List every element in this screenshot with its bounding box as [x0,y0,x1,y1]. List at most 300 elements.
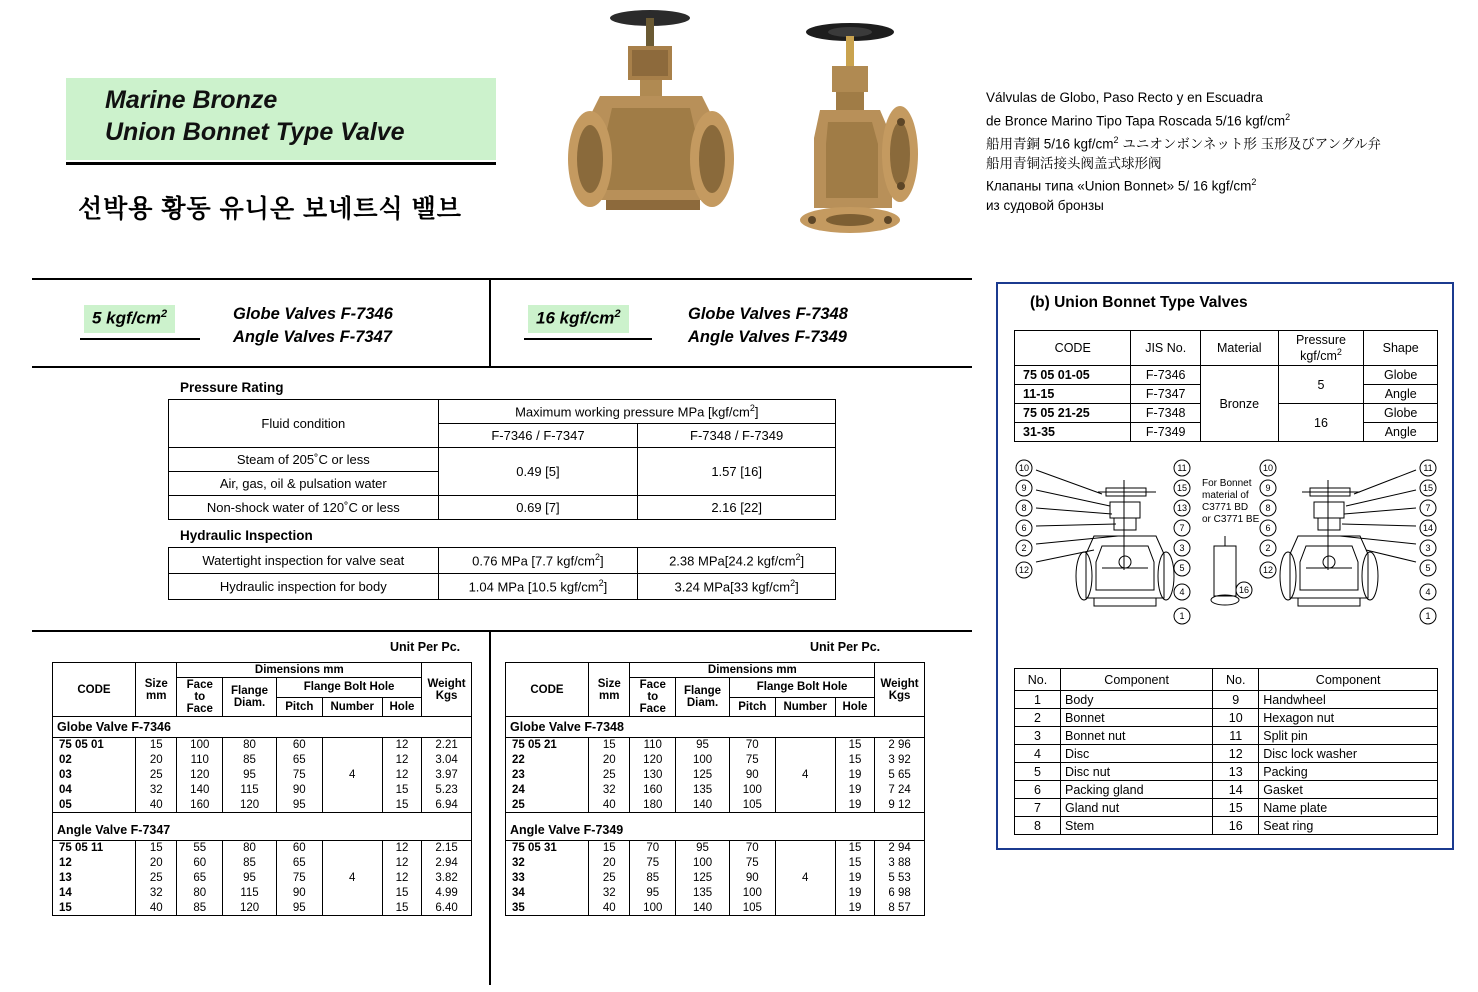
dim-r-a-r4-code: 35 [506,901,589,916]
svg-text:5: 5 [1179,563,1185,573]
hy-row-0-label: Watertight inspection for valve seat [169,548,439,574]
table-row [169,496,836,520]
dim-l-h-weight1: Weight [427,677,466,690]
ct-r1-shape: Angle [1364,385,1438,404]
hy-row-1-left-end: ] [603,579,608,595]
dim-r-h-hole: Hole [835,697,874,717]
svg-text:16: 16 [1238,585,1250,595]
hy-row-0-right-end: ] [800,553,805,569]
dim-r-a-r3-pitch: 100 [730,886,776,901]
hy-row-1-right [638,574,836,600]
table-row [1015,709,1438,727]
desc-zh: 船用青铜活接头阀盖式球形阀 [986,155,1162,171]
dim-l-g-r1-face: 110 [177,753,223,768]
dim-l-g-r2-weight: 3.97 [422,768,472,783]
table-row [506,798,925,813]
dim-l-h-dimensions: Dimensions mm [177,663,422,678]
dim-l-g-r4-pitch: 95 [277,798,323,813]
dim-r-g-r1-weight: 3 92 [875,753,925,768]
pr-header-max-sup: 2 [749,403,755,414]
dim-r-h-face3: Face [639,703,666,715]
pr-row-2-right: 2.16 [22] [638,496,836,520]
dim-l-h-hole: Hole [382,697,421,717]
dim-l-a-r0-hole: 12 [382,841,421,856]
dim-r-g-r4-pitch: 105 [730,798,776,813]
pressure-chip-5-sup: 2 [160,308,168,320]
dim-l-a-r1-code: 12 [53,856,136,871]
table-row [506,717,925,738]
dim-r-a-r0-code: 75 05 31 [506,841,589,856]
svg-text:3: 3 [1425,543,1431,553]
pressure-rating-section [168,380,836,600]
hy-row-1-right-end: ] [795,579,799,595]
dimension-table-right [505,662,925,916]
dim-r-a-r2-flange: 125 [676,871,730,886]
table-row [1015,691,1438,709]
dim-l-g-r4-flange: 120 [223,798,277,813]
cutaway-globe [1076,480,1174,606]
dim-r-a-r1-weight: 3 88 [875,856,925,871]
dim-l-a-r3-face: 80 [177,886,223,901]
cp-r7-name: Seat ring [1259,817,1438,835]
table-row [506,901,925,916]
table-row [53,813,472,841]
table-row [506,856,925,871]
dim-r-a-r0-weight: 2 94 [875,841,925,856]
ct-r0-code: 75 05 01-05 [1015,366,1131,385]
table-row [506,663,925,678]
table-row [53,783,472,798]
pr-row-0-left: 0.49 [5] [438,448,638,496]
ct-material: Bronze [1200,366,1278,442]
pr-row-2-left: 0.69 [7] [438,496,638,520]
dim-l-a-r3-size: 32 [135,886,176,901]
cp-l6-name: Gland nut [1061,799,1213,817]
table-row [1015,817,1438,835]
cp-r1-no: 10 [1213,709,1259,727]
cp-r6-name: Name plate [1259,799,1438,817]
cp-l2-name: Bonnet nut [1061,727,1213,745]
desc-es-line2-sup: 2 [1285,111,1291,122]
dim-r-g-r1-hole: 15 [835,753,874,768]
dim-r-g-r3-code: 24 [506,783,589,798]
dim-r-a-r4-weight: 8 57 [875,901,925,916]
cp-l7-no: 8 [1015,817,1061,835]
dim-r-g-r3-hole: 19 [835,783,874,798]
dim-r-a-r4-flange: 140 [676,901,730,916]
cp-h-component-left: Component [1061,669,1213,691]
svg-text:4: 4 [1425,587,1431,597]
bonnet-note-line-1: For Bonnet [1202,478,1252,489]
dim-l-a-r0-face: 55 [177,841,223,856]
dim-l-a-r3-hole: 15 [382,886,421,901]
cp-r3-name: Disc lock washer [1259,745,1438,763]
dim-r-h-face1: Face [639,679,666,691]
dim-l-a-r3-flange: 115 [223,886,277,901]
svg-text:10: 10 [1018,463,1030,473]
table-row [506,813,925,841]
dim-r-a-r0-pitch: 70 [730,841,776,856]
table-row [53,886,472,901]
dim-r-section-angle: Angle Valve F-7349 [506,813,925,841]
bonnet-material-note [1202,478,1260,525]
table-row [1015,781,1438,799]
dim-l-g-r0-code: 75 05 01 [53,738,136,753]
svg-text:5: 5 [1425,563,1431,573]
panel-code-table-wrap [1014,330,1438,442]
dim-l-a-r0-pitch: 60 [277,841,323,856]
dim-r-a-r2-pitch: 90 [730,871,776,886]
hy-row-0-left-end: ] [600,553,604,569]
dim-l-g-r3-flange: 115 [223,783,277,798]
dim-l-g-r1-pitch: 65 [277,753,323,768]
table-row [169,574,836,600]
ct-h-code: CODE [1015,331,1131,366]
cp-r0-name: Handwheel [1259,691,1438,709]
dim-l-h-weight [422,663,472,717]
pressure-rating-table [168,399,836,520]
dim-l-g-r2-hole: 12 [382,768,421,783]
title-line-2: Union Bonnet Type Valve [105,118,405,146]
table-row [53,663,472,678]
globe-valve-photo [568,10,734,210]
svg-text:14: 14 [1422,523,1434,533]
cp-r1-name: Hexagon nut [1259,709,1438,727]
dim-r-g-r4-weight: 9 12 [875,798,925,813]
pr-header-max-text: Maximum working pressure MPa [kgf/cm [515,404,750,420]
dim-l-a-r1-face: 60 [177,856,223,871]
dim-r-a-r3-flange: 135 [676,886,730,901]
pr-row-2-label: Non-shock water of 120˚C or less [169,496,439,520]
table-row [53,717,472,738]
desc-ja-line1 [986,131,1456,154]
dim-r-g-r1-flange: 100 [676,753,730,768]
dim-r-a-r2-size: 25 [588,871,629,886]
hy-row-1-left [438,574,638,600]
table-row [169,548,836,574]
cp-r6-no: 15 [1213,799,1259,817]
table-row [53,871,472,886]
dim-l-a-r0-weight: 2.15 [422,841,472,856]
component-table [1014,668,1438,835]
dim-l-a-r1-flange: 85 [223,856,277,871]
hydraulic-caption: Hydraulic Inspection [180,528,313,543]
dim-l-section-angle: Angle Valve F-7347 [53,813,472,841]
pr-header-fluid: Fluid condition [169,400,439,448]
dim-l-a-r2-size: 25 [135,871,176,886]
dim-r-g-r1-face: 120 [630,753,676,768]
dim-r-a-r1-pitch: 75 [730,856,776,871]
desc-ru-line2: из судовой бронзы [986,198,1104,213]
dim-l-h-face3: Face [186,703,213,715]
dim-l-a-r4-pitch: 95 [277,901,323,916]
valve-models-5kgf-angle: Angle Valves F-7347 [233,328,392,346]
cutaway-svg [1006,450,1446,660]
valve-models-5kgf [233,303,393,349]
title-divider [66,162,496,165]
svg-text:1: 1 [1425,611,1431,621]
rule-bottom [32,630,972,632]
dim-r-g-r4-size: 40 [588,798,629,813]
angle-valve-photo [800,23,918,233]
svg-text:10: 10 [1262,463,1274,473]
pressure-chip-16-underline [524,338,652,340]
desc-ja-rest: ユニオンボンネット形 玉形及びアングル弁 [1118,136,1381,151]
pressure-chip-5-text: 5 kgf/cm [92,308,161,328]
ct-r2-pressure: 16 [1278,404,1364,442]
dim-r-a-r4-face: 100 [630,901,676,916]
dimension-vertical-divider [489,630,491,985]
dim-r-h-weight1: Weight [880,677,919,690]
ct-h-pressure-sup: 2 [1336,347,1342,357]
valve-models-16kgf-globe: Globe Valves F-7348 [688,305,848,323]
unit-per-pc-left: Unit Per Pc. [390,640,461,654]
dim-r-a-r4-pitch: 105 [730,901,776,916]
ct-h-pressure1: Pressure [1295,333,1346,347]
cp-l0-no: 1 [1015,691,1061,709]
hy-row-0-left-text: 0.76 MPa [7.7 kgf/cm [472,553,596,569]
dim-l-a-r4-code: 15 [53,901,136,916]
dim-r-a-r0-face: 70 [630,841,676,856]
dim-l-g-r1-code: 02 [53,753,136,768]
svg-text:2: 2 [1021,543,1027,553]
dim-r-a-r3-hole: 19 [835,886,874,901]
dim-l-g-r4-code: 05 [53,798,136,813]
dim-r-a-r2-weight: 5 53 [875,871,925,886]
cp-l1-name: Bonnet [1061,709,1213,727]
cp-r2-no: 11 [1213,727,1259,745]
unit-per-pc-right: Unit Per Pc. [810,640,881,654]
dim-l-a-r1-hole: 12 [382,856,421,871]
dim-l-g-r0-pitch: 60 [277,738,323,753]
dim-r-g-r0-code: 75 05 21 [506,738,589,753]
dim-r-a-r2-hole: 19 [835,871,874,886]
ct-r1-code: 11-15 [1015,385,1131,404]
dim-r-a-number: 4 [775,841,835,916]
dim-l-g-r4-face: 160 [177,798,223,813]
dim-r-a-r0-hole: 15 [835,841,874,856]
cp-l4-no: 5 [1015,763,1061,781]
dim-r-h-pitch: Pitch [730,697,776,717]
pressure-chip-16-text: 16 kgf/cm [536,308,615,328]
table-row [506,783,925,798]
svg-text:13: 13 [1176,503,1188,513]
ct-r0-jis: F-7346 [1131,366,1200,385]
dim-l-a-r2-hole: 12 [382,871,421,886]
hy-row-0-right-sup: 2 [795,552,801,563]
dim-r-a-r1-flange: 100 [676,856,730,871]
dim-l-h-bolthole: Flange Bolt Hole [277,678,422,698]
table-row [169,400,836,424]
dim-r-a-r1-size: 20 [588,856,629,871]
rating-vertical-divider [489,278,491,368]
dim-r-g-r0-face: 110 [630,738,676,753]
dim-l-h-size2: mm [145,689,167,702]
dim-r-g-r2-weight: 5 65 [875,768,925,783]
cp-r4-name: Packing [1259,763,1438,781]
dim-l-g-r1-hole: 12 [382,753,421,768]
cp-r4-no: 13 [1213,763,1259,781]
table-row [1015,727,1438,745]
svg-text:1: 1 [1179,611,1185,621]
dim-r-h-dimensions: Dimensions mm [630,663,875,678]
dim-l-g-r3-face: 140 [177,783,223,798]
cutaway-angle [1280,480,1378,606]
dim-r-g-r2-flange: 125 [676,768,730,783]
ct-r0-shape: Globe [1364,366,1438,385]
dim-l-g-r0-hole: 12 [382,738,421,753]
dim-l-g-r2-flange: 95 [223,768,277,783]
dim-r-g-r1-pitch: 75 [730,753,776,768]
dim-l-h-flange1: Flange [231,685,269,697]
desc-es-line2-text: de Bronce Marino Tipo Tapa Roscada 5/16 kgf/cm [986,113,1286,128]
table-row [506,738,925,753]
cp-r2-name: Split pin [1259,727,1438,745]
dim-r-g-r2-hole: 19 [835,768,874,783]
title-korean: 선박용 황동 유니온 보네트식 밸브 [78,195,462,223]
svg-text:15: 15 [1422,483,1434,493]
dimension-table-5kgf [52,662,472,916]
dim-l-h-pitch: Pitch [277,697,323,717]
cp-l4-name: Disc nut [1061,763,1213,781]
svg-text:11: 11 [1177,463,1187,473]
hy-row-1-right-text: 3.24 MPa[33 kgf/cm [674,579,791,595]
dim-r-g-r0-weight: 2 96 [875,738,925,753]
dim-l-a-r3-weight: 4.99 [422,886,472,901]
svg-text:12: 12 [1018,565,1030,575]
hy-row-0-left-sup: 2 [595,552,601,563]
dim-r-g-r4-hole: 19 [835,798,874,813]
dim-r-a-r0-flange: 95 [676,841,730,856]
ct-r2-code: 75 05 21-25 [1015,404,1131,423]
svg-text:9: 9 [1265,483,1271,493]
table-row [506,886,925,901]
panel-title: (b) Union Bonnet Type Valves [1030,294,1248,311]
product-photos [520,4,960,262]
dim-r-a-r1-code: 32 [506,856,589,871]
table-row [1015,763,1438,781]
dim-r-g-r2-face: 130 [630,768,676,783]
dim-r-a-r1-face: 75 [630,856,676,871]
dim-l-a-r3-code: 14 [53,886,136,901]
svg-text:15: 15 [1176,483,1188,493]
dim-l-a-r0-flange: 80 [223,841,277,856]
dim-l-g-r0-face: 100 [177,738,223,753]
dim-r-h-code: CODE [506,663,589,717]
dim-l-a-r1-pitch: 65 [277,856,323,871]
cp-l7-name: Stem [1061,817,1213,835]
hy-row-0-left [438,548,638,574]
dim-l-h-face2: to [194,691,206,703]
dim-l-h-size1: Size [144,677,168,690]
ct-h-pressure2 [1282,347,1361,363]
pr-header-max [438,400,835,424]
dim-l-a-r0-size: 15 [135,841,176,856]
dim-l-g-r4-hole: 15 [382,798,421,813]
desc-ja-sup: 2 [1113,134,1119,145]
desc-es-line2 [986,108,1456,131]
dim-r-h-face [630,678,676,717]
table-row [53,841,472,856]
dim-l-a-r0-code: 75 05 11 [53,841,136,856]
hy-row-1-left-sup: 2 [598,578,604,589]
ct-r3-shape: Angle [1364,423,1438,442]
table-row [1015,366,1438,385]
dim-l-g-r3-hole: 15 [382,783,421,798]
dim-r-g-r3-flange: 135 [676,783,730,798]
table-row [53,768,472,783]
desc-ru-sup: 2 [1251,177,1257,187]
svg-text:2: 2 [1265,543,1271,553]
callout-leaders-left [1036,470,1118,562]
dim-l-g-r2-pitch: 75 [277,768,323,783]
dim-l-h-number: Number [322,697,382,717]
pr-row-1-label: Air, gas, oil & pulsation water [169,472,439,496]
dim-r-g-r2-code: 23 [506,768,589,783]
pr-header-max-end: ] [754,404,759,420]
table-row [53,856,472,871]
desc-es-line1: Válvulas de Globo, Paso Recto y en Escuadra [986,90,1263,105]
svg-text:12: 12 [1262,565,1274,575]
table-row [169,448,836,472]
dim-l-g-r1-weight: 3.04 [422,753,472,768]
valve-models-16kgf [688,303,848,349]
dim-l-g-r2-size: 25 [135,768,176,783]
dim-r-g-r0-size: 15 [588,738,629,753]
dim-r-g-r4-flange: 140 [676,798,730,813]
dim-r-h-flange1: Flange [684,685,722,697]
table-row [1015,669,1438,691]
dim-l-g-r4-weight: 6.94 [422,798,472,813]
dim-r-g-r3-weight: 7 24 [875,783,925,798]
ct-r3-jis: F-7349 [1131,423,1200,442]
hy-row-1-left-text: 1.04 MPa [10.5 kgf/cm [468,579,599,595]
table-row [1015,745,1438,763]
dim-l-g-r2-face: 120 [177,768,223,783]
dimension-table-16kgf [505,662,925,916]
dim-r-g-r3-pitch: 100 [730,783,776,798]
dim-r-g-r1-size: 20 [588,753,629,768]
dim-l-a-r4-face: 85 [177,901,223,916]
cp-l1-no: 2 [1015,709,1061,727]
svg-text:9: 9 [1021,483,1027,493]
dim-r-a-r3-weight: 6 98 [875,886,925,901]
rule-mid [32,366,972,368]
dim-r-a-r2-code: 33 [506,871,589,886]
ct-h-material: Material [1200,331,1278,366]
pressure-chip-5 [84,305,175,333]
dim-r-g-r0-flange: 95 [676,738,730,753]
hy-row-1-right-sup: 2 [790,578,796,589]
dim-l-g-r1-flange: 85 [223,753,277,768]
dim-l-a-r1-size: 20 [135,856,176,871]
dim-l-g-r0-size: 15 [135,738,176,753]
pressure-chip-16-sup: 2 [614,308,621,320]
ct-r3-code: 31-35 [1015,423,1131,442]
dim-l-a-r4-size: 40 [135,901,176,916]
dim-r-h-flange [676,678,730,717]
cp-l6-no: 7 [1015,799,1061,817]
dim-l-a-r2-pitch: 75 [277,871,323,886]
cp-l3-no: 4 [1015,745,1061,763]
pr-sub-right: F-7348 / F-7349 [638,424,836,448]
dim-r-a-r3-code: 34 [506,886,589,901]
dim-l-h-code: CODE [53,663,136,717]
component-table-wrap [1014,668,1438,835]
panel-code-table [1014,330,1438,442]
table-row [53,738,472,753]
dimension-table-left [52,662,472,916]
